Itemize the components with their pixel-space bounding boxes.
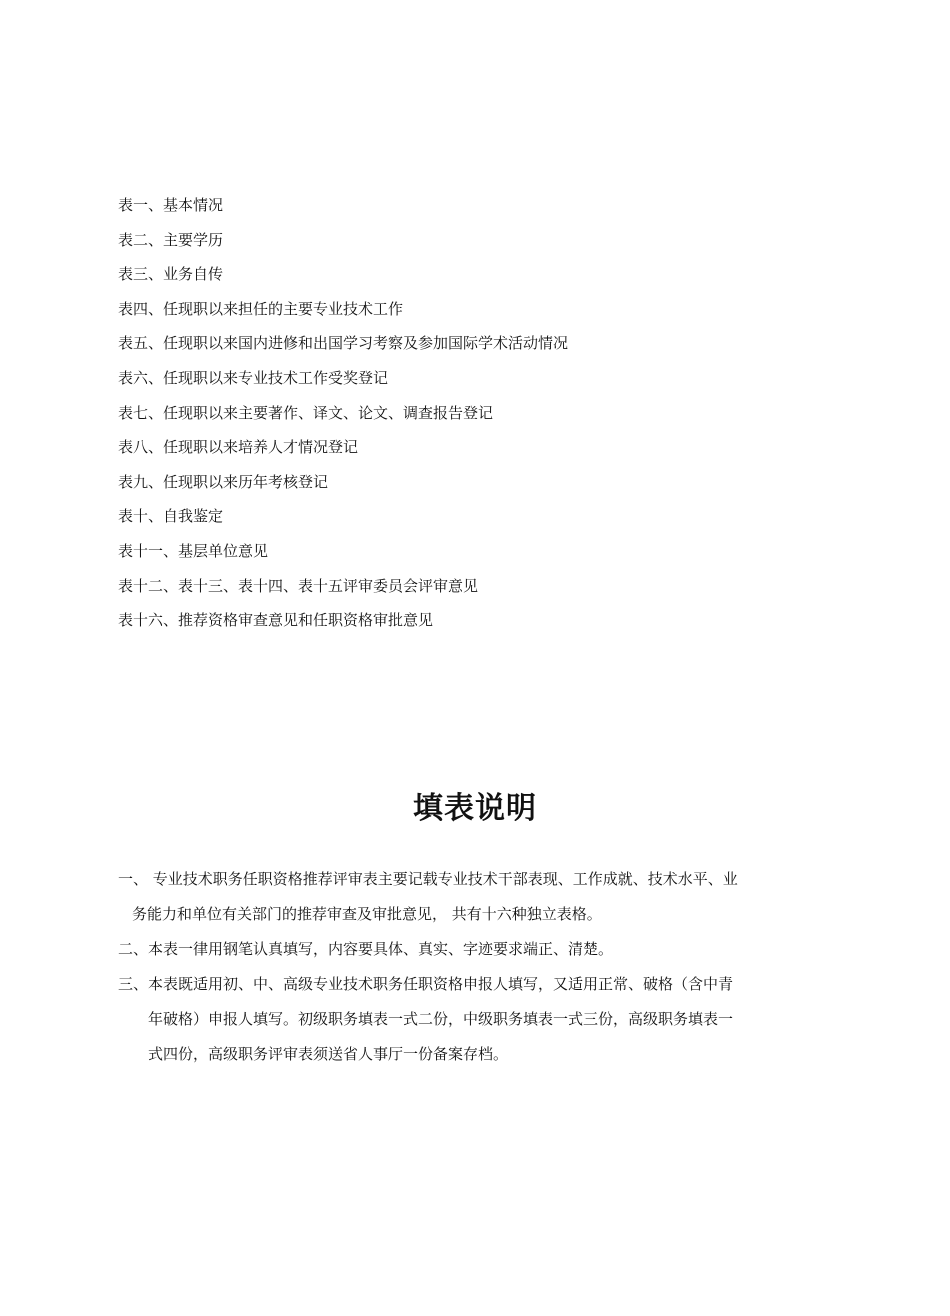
toc-item: 表十二、表十三、表十四、表十五评审委员会评审意见 [118, 576, 479, 595]
toc-item: 表十六、推荐资格审查意见和任职资格审批意见 [118, 611, 434, 630]
toc-item: 表十一、基层单位意见 [118, 541, 269, 560]
toc-item: 表四、任现职以来担任的主要专业技术工作 [118, 299, 404, 318]
toc-item: 表七、任现职以来主要著作、译文、论文、调查报告登记 [118, 403, 494, 422]
toc-item: 表八、任现职以来培养人才情况登记 [118, 438, 359, 457]
instructions [118, 867, 768, 1077]
instruction-item [118, 972, 768, 1077]
toc-item: 表一、基本情况 [118, 196, 224, 214]
toc-item: 表二、主要学历 [118, 230, 224, 249]
instruction-line: 一、 专业技术职务任职资格推荐评审表主要记载专业技术干部表现、工作成就、技术水平、业 [118, 870, 738, 888]
instruction-line: 式四份，高级职务评审表须送省人事厅一份备案存档。 [148, 1045, 509, 1063]
toc-item: 表十、自我鉴定 [118, 507, 224, 526]
section-heading: 填表说明 [413, 791, 537, 826]
instruction-line: 务能力和单位有关部门的推荐审查及审批意见， 共有十六种独立表格。 [132, 905, 602, 923]
instruction-item [118, 867, 768, 937]
toc-item: 表九、任现职以来历年考核登记 [118, 472, 329, 491]
instruction-item [118, 937, 768, 972]
toc-item: 表六、任现职以来专业技术工作受奖登记 [118, 368, 389, 387]
table-of-contents [118, 194, 818, 644]
instruction-line: 二、本表一律用钢笔认真填写，内容要具体、真实、字迹要求端正、清楚。 [118, 940, 614, 958]
instruction-line: 年破格）申报人填写。初级职务填表一式二份，中级职务填表一式三份，高级职务填表一 [148, 1010, 734, 1028]
toc-item: 表三、业务自传 [118, 265, 224, 284]
toc-item: 表五、任现职以来国内进修和出国学习考察及参加国际学术活动情况 [118, 334, 569, 353]
instruction-line: 三、本表既适用初、中、高级专业技术职务任职资格申报人填写，又适用正常、破格（含中青 [118, 975, 734, 993]
